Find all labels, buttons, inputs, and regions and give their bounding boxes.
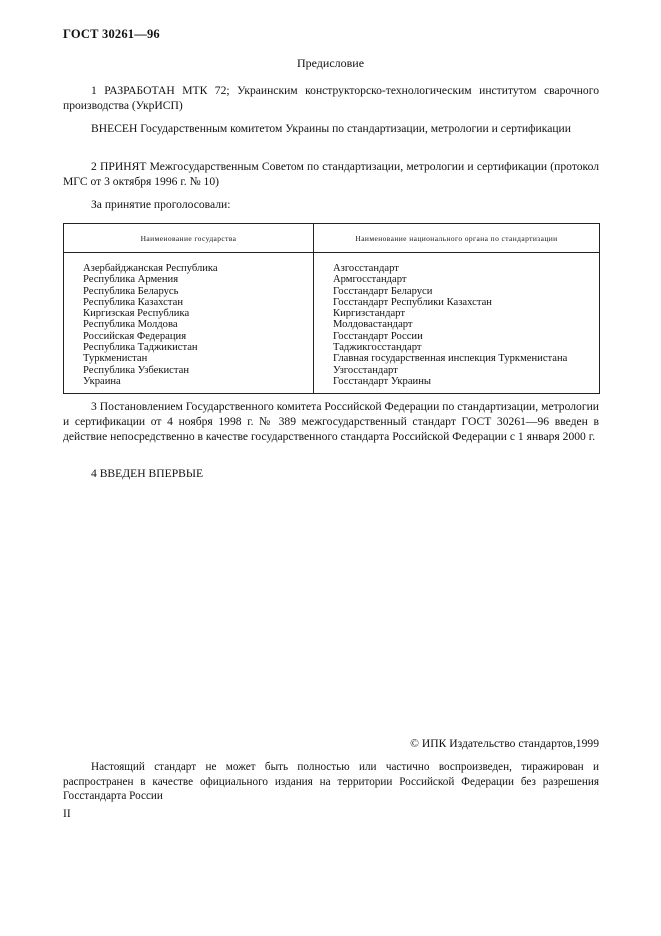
voted-label: За принятие проголосовали: xyxy=(91,198,231,211)
standards-body-name: Госстандарт Беларуси xyxy=(333,285,433,297)
table-header-row xyxy=(64,224,600,253)
paragraph-1-text: РАЗРАБОТАН МТК 72; Украинским конструкторско-технологическим институтом сварочного производства (УкрИСП) xyxy=(63,84,599,112)
standards-body-name: Таджикгосстандарт xyxy=(333,342,422,354)
standards-body-name: Госстандарт Республики Казахстан xyxy=(333,296,492,308)
state-name: Республика Казахстан xyxy=(83,296,184,308)
state-name: Украина xyxy=(83,375,121,387)
state-name: Республика Узбекистан xyxy=(83,364,190,376)
standards-body-name: Молдовастандарт xyxy=(333,319,413,331)
state-name: Республика Таджикистан xyxy=(83,342,198,354)
state-name: Российская Федерация xyxy=(83,330,187,342)
paragraph-3-number: 3 xyxy=(91,400,97,413)
voting-table xyxy=(63,223,600,394)
paragraph-2 xyxy=(63,159,599,189)
state-name: Республика Армения xyxy=(83,274,179,286)
state-name: Азербайджанская Республика xyxy=(83,263,218,274)
copyright-line: © ИПК Издательство стандартов,1999 xyxy=(410,737,599,750)
standards-body-name: Азгосстандарт xyxy=(333,263,399,274)
paragraph-1 xyxy=(63,83,599,113)
paragraph-3-text: Постановлением Государственного комитета Российской Федерации по стандартизации, метрологии и сертификации от 4 ноября 1998 г. № 389 межгосударственный стандарт ГОСТ 30261—96 введен в действие непосредственно в качестве государственного стандарта Российской Федерации с 1 января 2000 г. xyxy=(63,400,599,443)
bodies-column xyxy=(314,253,600,394)
state-name: Республика Беларусь xyxy=(83,285,179,297)
state-name: Киргизская Республика xyxy=(83,308,190,320)
paragraph-vnesen: ВНЕСЕН Государственным комитетом Украины по стандартизации, метрологии и сертификации xyxy=(91,122,571,135)
table-body-row xyxy=(64,253,600,394)
paragraph-4-text: ВВЕДЕН ВПЕРВЫЕ xyxy=(99,467,204,480)
paragraph-3 xyxy=(63,399,599,444)
standards-body-name: Госстандарт Украины xyxy=(333,375,431,387)
section-title: Предисловие xyxy=(296,56,365,70)
column-header-body: Наименование национального органа по стандартизации xyxy=(314,224,600,253)
column-header-state: Наименование государства xyxy=(64,224,314,253)
standards-body-name: Главная государственная инспекция Туркменистана xyxy=(333,353,568,365)
paragraph-4-number: 4 xyxy=(91,467,97,480)
paragraph-2-number: 2 xyxy=(91,160,97,173)
document-code: ГОСТ 30261—96 xyxy=(63,27,160,41)
paragraph-1-number: 1 xyxy=(91,84,97,97)
standards-body-name: Узгосстандарт xyxy=(333,364,398,376)
standards-body-name: Киргизстандарт xyxy=(333,308,405,320)
paragraph-2-text: ПРИНЯТ Межгосударственным Советом по стандартизации, метрологии и сертификации (протокол МГС от 3 октября 1996 г. № 10) xyxy=(63,160,599,188)
standards-body-name: Госстандарт России xyxy=(333,330,423,342)
standards-body-name: Армгосстандарт xyxy=(333,274,407,286)
state-name: Республика Молдова xyxy=(83,319,178,331)
page-number: II xyxy=(63,808,71,820)
reproduction-notice: Настоящий стандарт не может быть полностью или частично воспроизведен, тиражирован и распространен в качестве официального издания на территории Российской Федерации без разрешения Госстандарта России xyxy=(63,761,599,802)
paragraph-4 xyxy=(63,466,599,481)
state-name: Туркменистан xyxy=(83,353,148,365)
states-column xyxy=(64,253,314,394)
